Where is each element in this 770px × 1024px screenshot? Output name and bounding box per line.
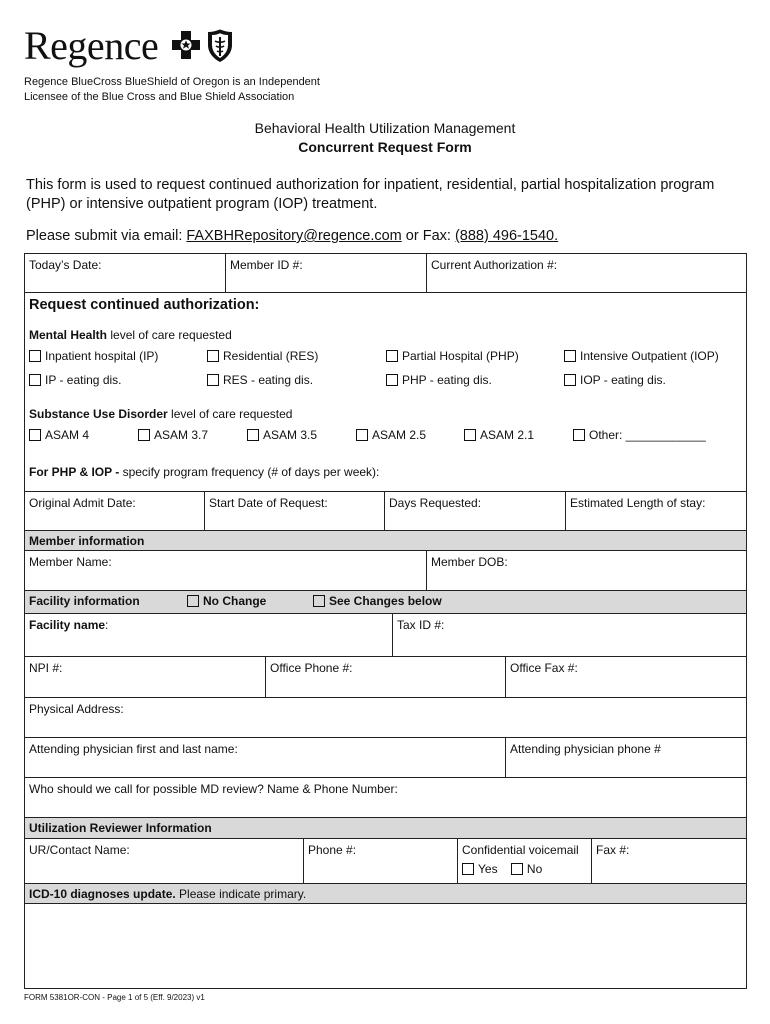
length-of-stay-label: Estimated Length of stay: <box>570 496 706 510</box>
ur-contact-field[interactable] <box>25 839 304 883</box>
option-res-eating[interactable]: RES - eating dis. <box>207 373 313 387</box>
npi-field[interactable] <box>25 657 266 697</box>
md-review-field[interactable] <box>25 778 746 818</box>
attending-row <box>25 738 746 778</box>
start-date-field[interactable] <box>205 492 385 530</box>
checkbox[interactable] <box>29 429 41 441</box>
ur-phone-label: Phone #: <box>308 843 357 857</box>
attending-phone-field[interactable] <box>506 738 746 777</box>
checkbox[interactable] <box>29 374 41 386</box>
attending-name-label: Attending physician first and last name: <box>29 742 238 756</box>
facility-name-label: Facility name <box>29 618 106 632</box>
member-info-heading: Member information <box>25 531 746 551</box>
days-requested-label: Days Requested: <box>389 496 482 510</box>
md-review-label: Who should we call for possible MD review? Name & Phone Number: <box>29 782 398 796</box>
office-fax-label: Office Fax #: <box>510 661 578 675</box>
option-iop-eating[interactable]: IOP - eating dis. <box>564 373 666 387</box>
todays-date-field[interactable] <box>25 254 226 292</box>
checkbox[interactable] <box>138 429 150 441</box>
member-id-field[interactable] <box>226 254 427 292</box>
voicemail-yes-option[interactable]: Yes <box>462 862 498 876</box>
option-ip-eating[interactable]: IP - eating dis. <box>29 373 122 387</box>
current-auth-field[interactable] <box>427 254 746 292</box>
original-admit-date-label: Original Admit Date: <box>29 496 136 510</box>
checkbox[interactable] <box>564 350 576 362</box>
see-changes-option[interactable]: See Changes below <box>313 594 442 608</box>
submit-instructions <box>26 228 558 244</box>
npi-label: NPI #: <box>29 661 63 675</box>
facility-name-row <box>25 614 746 657</box>
option-php-eating[interactable]: PHP - eating dis. <box>386 373 492 387</box>
facility-heading-label: Facility information <box>29 594 140 608</box>
licensee-line-2: Licensee of the Blue Cross and Blue Shield Association <box>24 91 295 103</box>
regence-logo <box>24 24 234 68</box>
ur-row <box>25 839 746 884</box>
blue-cross-icon <box>170 29 202 61</box>
option-asam-4[interactable]: ASAM 4 <box>29 428 89 442</box>
voicemail-label: Confidential voicemail <box>462 843 579 857</box>
start-date-label: Start Date of Request: <box>209 496 328 510</box>
option-intensive-outpatient[interactable]: Intensive Outpatient (IOP) <box>564 349 719 363</box>
voicemail-no-option[interactable]: No <box>511 862 542 876</box>
member-dob-label: Member DOB: <box>431 555 508 569</box>
checkbox[interactable] <box>313 595 325 607</box>
member-id-label: Member ID #: <box>230 258 303 272</box>
office-phone-field[interactable] <box>266 657 506 697</box>
current-auth-label: Current Authorization #: <box>431 258 558 272</box>
logo-wordmark: Regence <box>24 23 159 68</box>
facility-name-field[interactable]: Facility name: <box>25 614 393 656</box>
ur-phone-field[interactable] <box>304 839 458 883</box>
option-inpatient-hospital[interactable]: Inpatient hospital (IP) <box>29 349 158 363</box>
checkbox[interactable] <box>247 429 259 441</box>
option-asam-2-5[interactable]: ASAM 2.5 <box>356 428 426 442</box>
no-change-option[interactable]: No Change <box>187 594 266 608</box>
checkbox[interactable] <box>462 863 474 875</box>
top-row <box>25 254 746 293</box>
submit-fax-number: (888) 496-1540. <box>454 228 559 244</box>
days-requested-field[interactable] <box>385 492 566 530</box>
blue-shield-icon <box>206 29 234 63</box>
office-fax-field[interactable] <box>506 657 746 697</box>
checkbox[interactable] <box>511 863 523 875</box>
option-asam-2-1[interactable]: ASAM 2.1 <box>464 428 534 442</box>
dates-row <box>25 492 746 531</box>
submit-middle: or Fax: <box>401 228 455 244</box>
length-of-stay-field[interactable] <box>566 492 746 530</box>
ur-fax-label: Fax #: <box>596 843 630 857</box>
checkbox[interactable] <box>187 595 199 607</box>
request-section <box>25 293 746 492</box>
request-form <box>24 253 747 989</box>
ur-info-heading: Utilization Reviewer Information <box>25 818 746 839</box>
checkbox[interactable] <box>573 429 585 441</box>
checkbox[interactable] <box>207 374 219 386</box>
ur-contact-label: UR/Contact Name: <box>29 843 130 857</box>
form-title: Concurrent Request Form <box>298 139 472 155</box>
checkbox[interactable] <box>207 350 219 362</box>
physical-address-field[interactable] <box>25 698 746 738</box>
request-title: Request continued authorization: <box>29 297 260 313</box>
todays-date-label: Today’s Date: <box>29 258 102 272</box>
facility-contact-row <box>25 657 746 698</box>
licensee-statement <box>24 75 320 105</box>
confidential-voicemail-field <box>458 839 592 883</box>
original-admit-date-field[interactable] <box>25 492 205 530</box>
tax-id-label: Tax ID #: <box>397 618 445 632</box>
checkbox[interactable] <box>464 429 476 441</box>
option-asam-3-7[interactable]: ASAM 3.7 <box>138 428 208 442</box>
icd-heading: ICD-10 diagnoses update. Please indicate primary. <box>25 884 746 904</box>
option-residential[interactable]: Residential (RES) <box>207 349 318 363</box>
facility-info-heading <box>25 591 746 614</box>
attending-name-field[interactable] <box>25 738 506 777</box>
member-row <box>25 551 746 591</box>
attending-phone-label: Attending physician phone # <box>510 742 661 756</box>
ur-fax-field[interactable] <box>592 839 746 883</box>
option-partial-hospital[interactable]: Partial Hospital (PHP) <box>386 349 519 363</box>
licensee-line-1: Regence BlueCross BlueShield of Oregon is an Independent <box>24 76 320 88</box>
icd-diagnoses-area[interactable] <box>25 904 746 988</box>
mental-health-label: Mental Health level of care requested <box>29 328 232 342</box>
submit-email-link[interactable]: FAXBHRepository@regence.com <box>186 228 402 244</box>
member-dob-field[interactable] <box>427 551 746 590</box>
physical-address-label: Physical Address: <box>29 702 124 716</box>
form-heading: Behavioral Health Utilization Management <box>254 120 516 136</box>
member-name-label: Member Name: <box>29 555 112 569</box>
intro-text: This form is used to request continued authorization for inpatient, residential, partial hospitalization program (PHP) or intensive outpatient program (IOP) treatment. <box>26 177 715 212</box>
member-name-field[interactable] <box>25 551 427 590</box>
option-other[interactable]: Other: ____________ <box>573 428 706 442</box>
sud-label: Substance Use Disorder level of care requested <box>29 407 293 421</box>
form-footer: FORM 5381OR-CON - Page 1 of 5 (Eff. 9/2023) v1 <box>24 993 205 1002</box>
submit-prefix: Please submit via email: <box>26 228 187 244</box>
php-iop-frequency[interactable]: For PHP & IOP - specify program frequency (# of days per week): <box>29 465 380 479</box>
tax-id-field[interactable] <box>393 614 746 656</box>
checkbox[interactable] <box>386 374 398 386</box>
checkbox[interactable] <box>356 429 368 441</box>
checkbox[interactable] <box>564 374 576 386</box>
option-asam-3-5[interactable]: ASAM 3.5 <box>247 428 317 442</box>
checkbox[interactable] <box>29 350 41 362</box>
office-phone-label: Office Phone #: <box>270 661 353 675</box>
checkbox[interactable] <box>386 350 398 362</box>
